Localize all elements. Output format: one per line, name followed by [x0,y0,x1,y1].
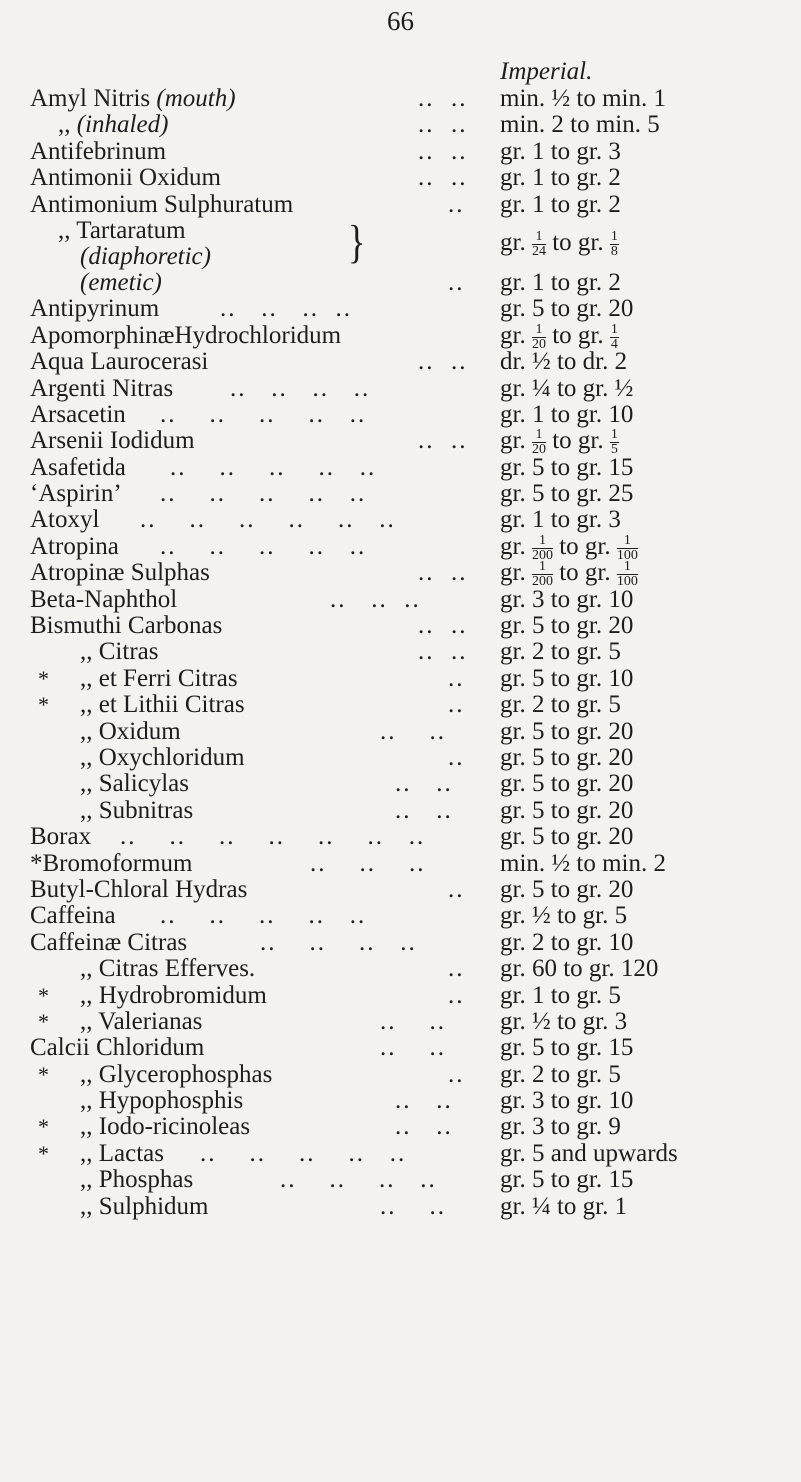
asterisk-marker: * [38,982,49,1008]
dose: gr. 5 to gr. 10 [500,664,634,692]
table-row [0,559,801,590]
leader-dots: .. [448,664,465,692]
dose: min. ½ to min. 2 [500,849,666,877]
leader-dots: .. .. [418,638,468,666]
drug-name: ApomorphinæHydrochloridum [30,321,342,349]
table-row [0,771,801,797]
drug-name: Asafetida [30,453,126,481]
drug-name: Calcii Chloridum [30,1034,205,1062]
drug-name: *Bromoformum [30,849,193,877]
asterisk-marker: * [38,1114,49,1140]
drug-name: Arsenii Iodidum [30,427,195,455]
table-row [0,587,801,613]
drug-note: (emetic) [80,268,162,296]
table-row [0,903,801,929]
leader-dots: .. [448,743,465,771]
table-row [0,532,801,563]
drug-name: Antipyrinum [30,295,160,323]
leader-dots: .. .. [395,1113,453,1141]
dose: gr. $\frac{1}{20}$ to gr. $\frac{1}{5}$ [500,427,618,458]
fraction: $\frac{1}{100}$ [616,532,638,563]
leader-dots: .. .. .. .. .. [160,532,367,560]
table-row [0,1062,801,1088]
dose: gr. 1 to gr. 2 [500,268,621,296]
drug-name: ,, (inhaled) [58,111,169,139]
leader-dots: .. .. [380,717,446,745]
leader-dots: .. .. [418,85,468,112]
table-row [0,1088,801,1114]
drug-name: ‘Aspirin’ [30,480,122,508]
dose: gr. 1 to gr. 10 [500,400,634,428]
dose: gr. ½ to gr. 3 [500,1007,628,1035]
dose: gr. 3 to gr. 10 [500,1087,634,1115]
drug-name: Arsacetin [30,400,126,428]
dose: gr. 5 to gr. 15 [500,1034,634,1062]
table-row [0,1009,801,1035]
table-row [0,112,801,138]
table-row [0,165,801,191]
drug-name: ,, Citras [80,638,159,666]
drug-name: Caffeinæ Citras [30,928,188,956]
drug-name: ,, Tartaratum [58,216,186,244]
dose: min. 2 to min. 5 [500,111,660,139]
table-row [0,798,801,824]
dose: gr. 2 to gr. 5 [500,1060,621,1088]
dose: gr. ¼ to gr. ½ [500,374,634,402]
drug-name: Caffeina [30,902,116,930]
table-row [0,983,801,1009]
table-row [0,719,801,745]
leader-dots: .. .. .. .. [230,374,371,402]
leader-dots: .. .. [418,164,468,192]
leader-dots: .. .. .. .. .. [200,1139,407,1167]
table-row [0,376,801,402]
dose: gr. 5 to gr. 20 [500,743,634,771]
leader-dots: .. [448,691,465,719]
leader-dots: .. .. .. .. [260,928,417,956]
drug-name: Argenti Nitras [30,374,174,402]
leader-dots: .. .. .. .. [220,295,352,323]
drug-name: Atropina [30,532,119,560]
drug-name: ,, Valerianas [80,1007,203,1035]
leader-dots: .. .. .. .. .. [160,902,367,930]
drug-name: ,, Glycerophosphas [80,1060,273,1088]
drug-name: Antimonii Oxidum [30,164,221,192]
fraction: $\frac{1}{200}$ [531,532,553,563]
drug-note: (inhaled) [76,111,169,139]
dose: gr. 1 to gr. 3 [500,137,621,165]
drug-note: (mouth) [156,85,236,112]
leader-dots: .. [448,190,465,218]
leader-dots: .. .. .. .. .. .. [140,506,396,534]
asterisk-marker: * [38,1008,49,1034]
table-row [0,192,801,218]
dose: gr. 1 to gr. 2 [500,190,621,218]
dose: gr. ½ to gr. 5 [500,902,628,930]
brace-glyph: } [348,215,366,268]
column-heading-imperial: Imperial. [500,58,593,85]
dose: gr. 5 to gr. 20 [500,770,634,798]
drug-name: Aqua Laurocerasi [30,348,209,376]
drug-name: Borax [30,823,92,851]
table-row [0,321,801,352]
drug-name: Atoxyl [30,506,100,534]
asterisk-marker: * [38,665,49,691]
table-row [0,507,801,533]
leader-dots: .. .. [418,427,468,455]
dose: gr. 2 to gr. 5 [500,691,621,719]
drug-name: ,, Hypophosphis [80,1087,244,1115]
dose-table [0,86,801,1220]
drug-name: Amyl Nitris (mouth) [30,85,236,112]
drug-name: Atropinæ Sulphas [30,559,210,587]
asterisk-marker: * [38,1061,49,1087]
dose: gr. 1 to gr. 3 [500,506,621,534]
table-row [0,639,801,665]
fraction: $\frac{1}{200}$ [531,559,553,590]
drug-note: (diaphoretic) [80,242,211,270]
table-row [0,1035,801,1061]
leader-dots: .. [448,1060,465,1088]
leader-dots: .. .. [418,559,468,587]
fraction: $\frac{1}{4}$ [610,321,618,352]
drug-name: ,, Phosphas [80,1166,194,1194]
table-row [0,139,801,165]
dose: dr. ½ to dr. 2 [500,348,628,376]
dose: gr. 5 to gr. 15 [500,1166,634,1194]
table-row [0,215,801,270]
dose: min. ½ to min. 1 [500,85,666,112]
table-row [0,349,801,375]
dose: gr. 5 to gr. 20 [500,612,634,640]
table-row [0,402,801,428]
leader-dots: .. .. [380,1192,446,1220]
drug-name: Antimonium Sulphuratum [30,190,294,218]
drug-name: Butyl-Chloral Hydras [30,875,248,903]
leader-dots: .. .. [418,612,468,640]
dose: gr. 5 to gr. 20 [500,875,634,903]
leader-dots: .. .. .. .. .. .. .. [120,823,426,851]
dose: gr. 5 to gr. 20 [500,717,634,745]
drug-name: ,, et Lithii Citras [80,691,245,719]
leader-dots: .. .. [418,111,468,139]
table-row [0,1141,801,1167]
table-row [0,427,801,458]
dose: gr. $\frac{1}{24}$ to gr. $\frac{1}{8}$ [500,228,618,259]
drug-name: Bismuthi Carbonas [30,612,223,640]
dose: gr. 5 to gr. 20 [500,823,634,851]
dose: gr. 1 to gr. 5 [500,981,621,1009]
dose: gr. 5 to gr. 25 [500,480,634,508]
drug-name: ,, Citras Efferves. [80,955,256,983]
leader-dots: .. .. [418,137,468,165]
drug-name: ,, Oxidum [80,717,181,745]
fraction: $\frac{1}{8}$ [610,228,618,259]
dose: gr. 3 to gr. 10 [500,585,634,613]
drug-name: ,, Hydrobromidum [80,981,267,1009]
table-row [0,930,801,956]
asterisk-marker: * [38,1140,49,1166]
drug-name: ,, Subnitras [80,796,194,824]
leader-dots: .. .. [395,1087,453,1115]
drug-name: ,, Sulphidum [80,1192,209,1220]
dose: gr. 1 to gr. 2 [500,164,621,192]
leader-dots: .. .. [380,1007,446,1035]
asterisk-marker: * [38,692,49,718]
table-row [0,692,801,718]
leader-dots: .. .. .. .. .. [160,480,367,508]
drug-name: Beta-Naphthol [30,585,178,613]
leader-dots: .. [448,981,465,1009]
dose: gr. 5 and upwards [500,1139,678,1167]
table-row [0,613,801,639]
drug-name: ,, Lactas [80,1139,164,1167]
table-row [0,877,801,903]
leader-dots: .. [448,268,465,296]
leader-dots: .. .. .. .. [280,1166,437,1194]
leader-dots: .. [448,875,465,903]
table-row [0,824,801,850]
fraction: $\frac{1}{24}$ [531,228,546,259]
drug-name: ,, Iodo-ricinoleas [80,1113,251,1141]
dose: gr. 60 to gr. 120 [500,955,659,983]
dose: gr. 5 to gr. 20 [500,796,634,824]
table-row [0,666,801,692]
table-row [0,270,801,296]
drug-name: ,, et Ferri Citras [80,664,238,692]
table-row [0,1167,801,1193]
leader-dots: .. .. .. [310,849,426,877]
fraction: $\frac{1}{5}$ [610,427,618,458]
leader-dots: .. .. .. [330,585,421,613]
fraction: $\frac{1}{100}$ [616,559,638,590]
table-row [0,481,801,507]
dose: gr. $\frac{1}{20}$ to gr. $\frac{1}{4}$ [500,321,618,352]
leader-dots: .. .. .. .. .. [170,453,377,481]
drug-name: ,, Oxychloridum [80,743,245,771]
dose: gr. $\frac{1}{200}$ to gr. $\frac{1}{100}$ [500,532,638,563]
dose: gr. $\frac{1}{200}$ to gr. $\frac{1}{100}$ [500,559,638,590]
table-row [0,1194,801,1220]
dose: gr. 5 to gr. 15 [500,453,634,481]
fraction: $\frac{1}{20}$ [531,321,546,352]
drug-name: Antifebrinum [30,137,167,165]
page-number: 66 [387,6,414,36]
drug-name: ,, Salicylas [80,770,190,798]
dose: gr. 2 to gr. 10 [500,928,634,956]
leader-dots: .. .. [380,1034,446,1062]
fraction: $\frac{1}{20}$ [531,427,546,458]
dose: gr. 3 to gr. 9 [500,1113,621,1141]
table-row [0,455,801,481]
leader-dots: .. .. .. .. .. [160,400,367,428]
dose: gr. ¼ to gr. 1 [500,1192,628,1220]
leader-dots: .. [448,955,465,983]
dose: gr. 5 to gr. 20 [500,295,634,323]
table-row [0,745,801,771]
leader-dots: .. .. [395,770,453,798]
leader-dots: .. .. [395,796,453,824]
table-row [0,86,801,112]
dose: gr. 2 to gr. 5 [500,638,621,666]
table-row [0,956,801,982]
table-row [0,851,801,877]
table-row [0,296,801,322]
table-row [0,1114,801,1140]
leader-dots: .. .. [418,348,468,376]
